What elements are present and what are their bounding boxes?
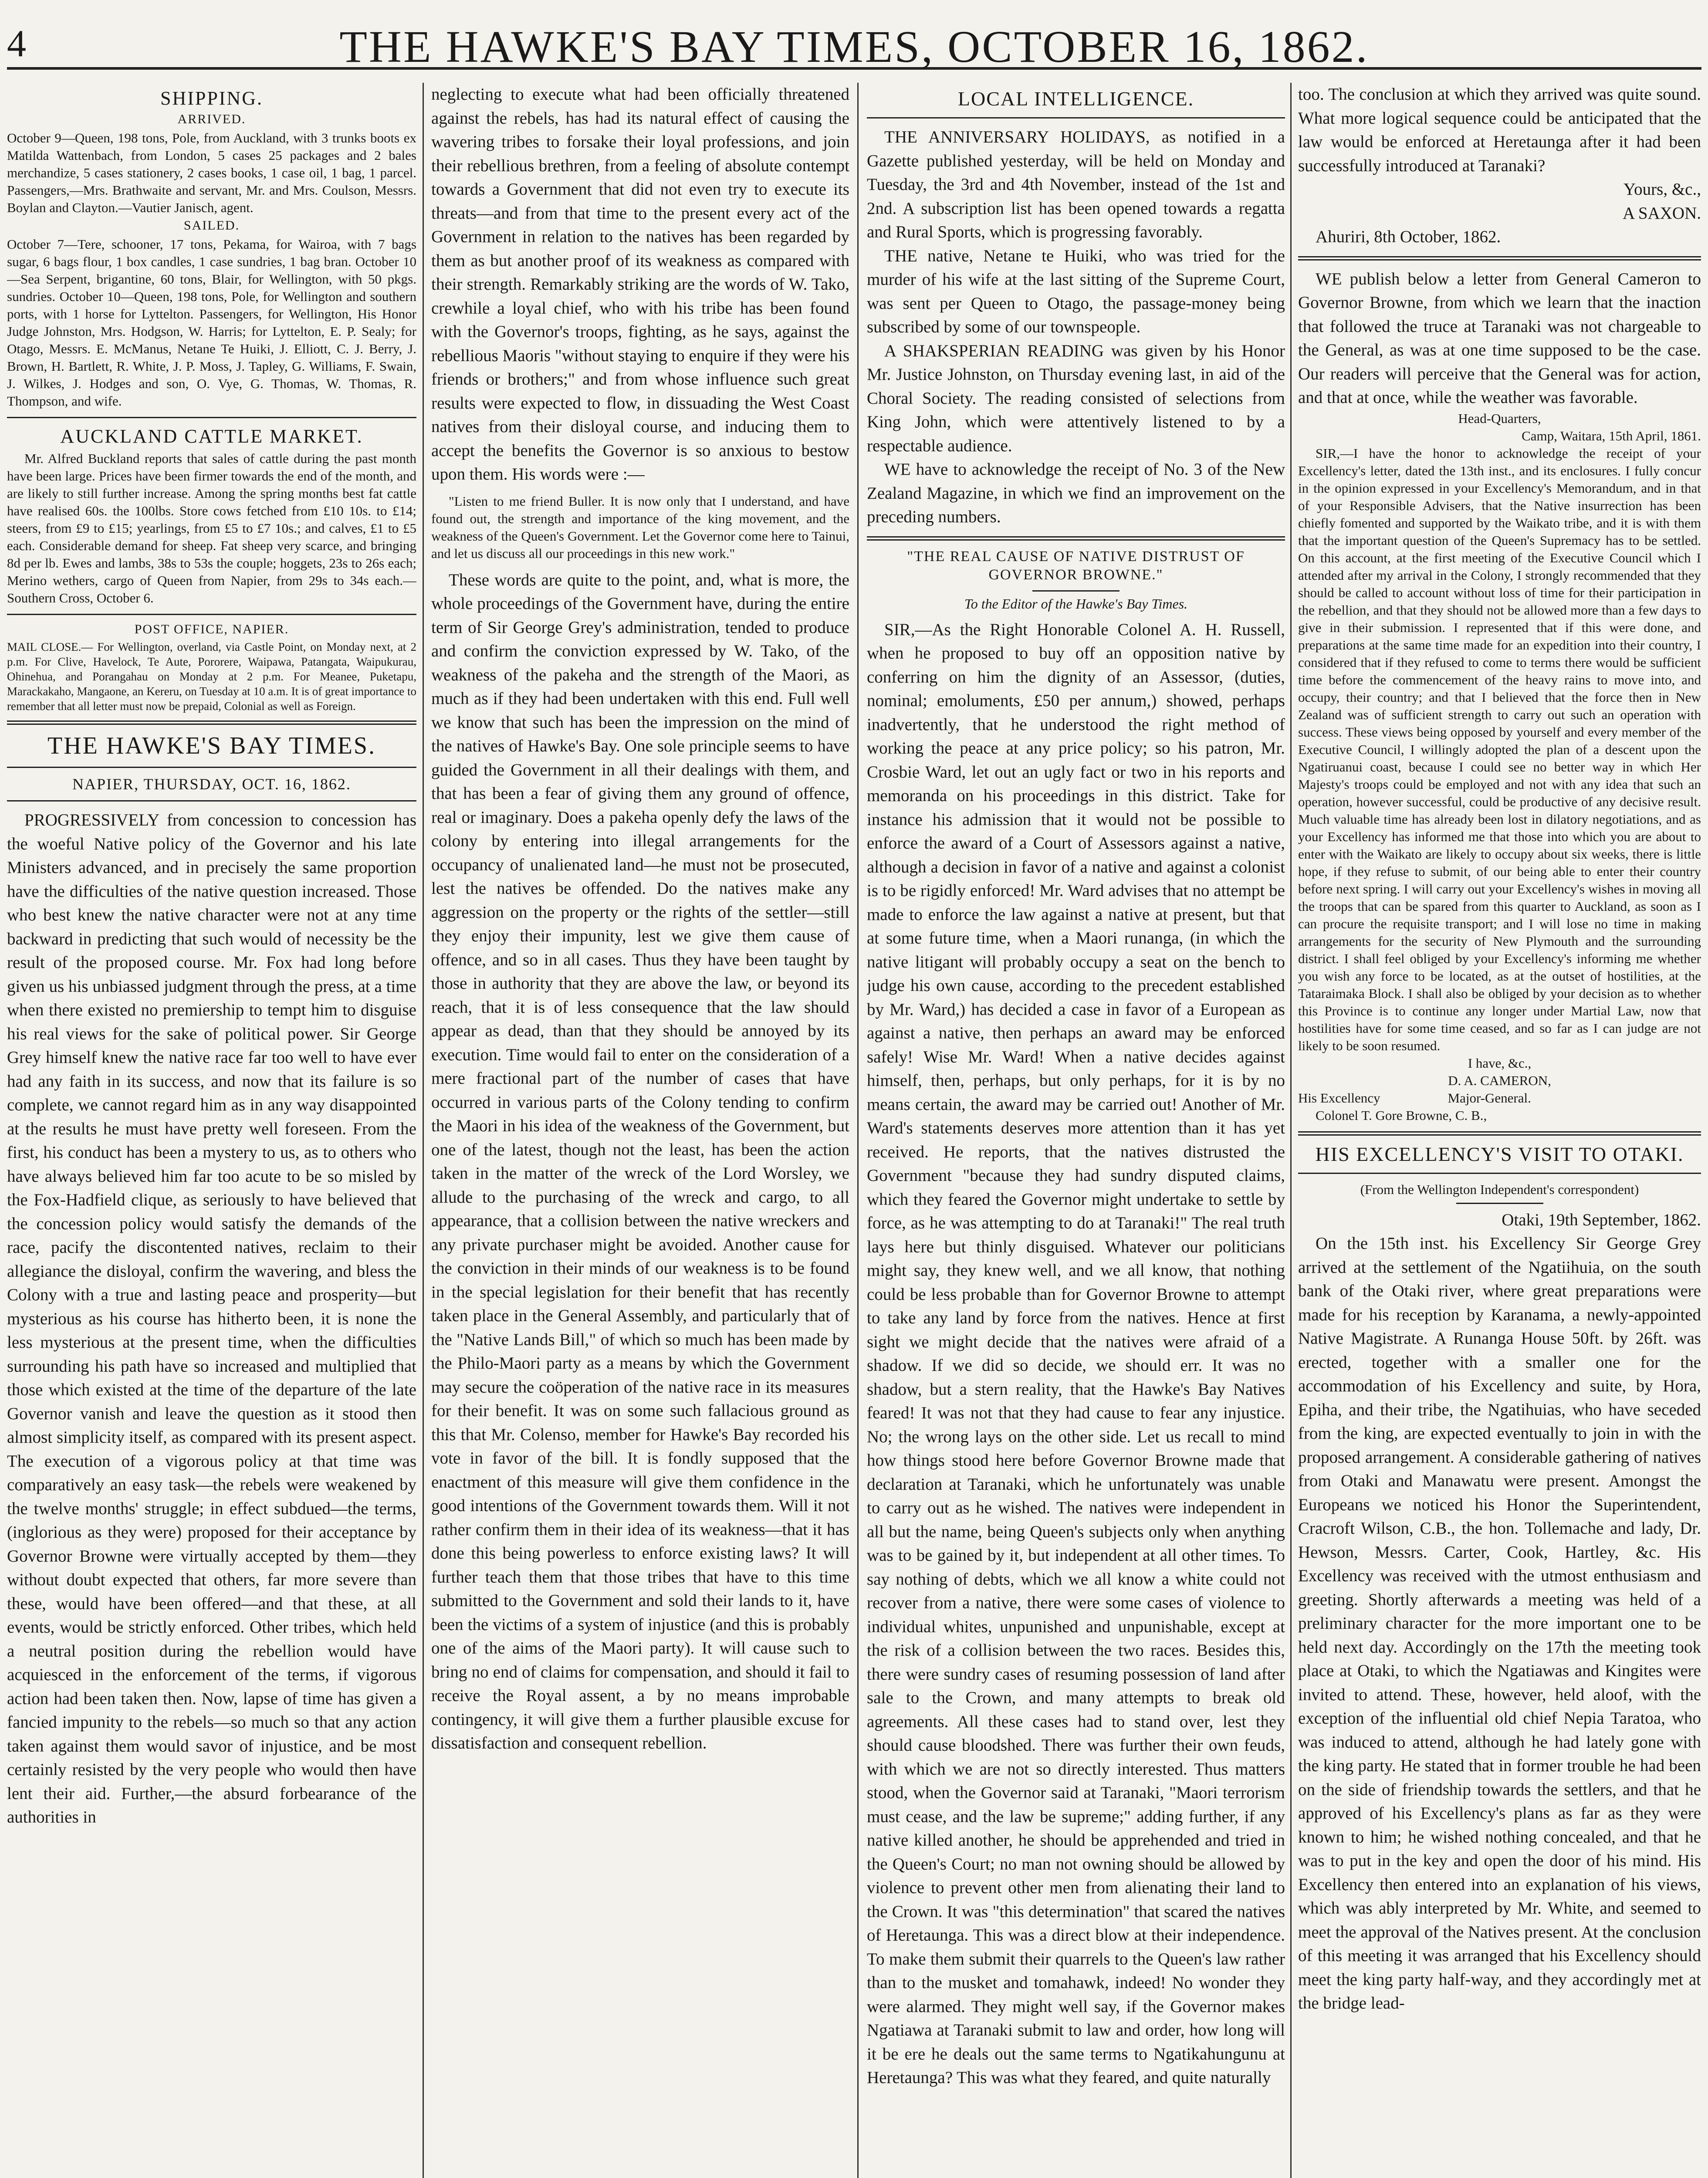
cameron-intro: WE publish below a letter from General Cameron to Governor Browne, from which we learn that the inaction that followed the truce at Taranaki was not chargeable to the General, as was at one time supposed to be the case. Our readers will perceive that the General was for action, and that at once, while the weather was favorable. (1298, 269, 1701, 407)
divider (7, 417, 416, 418)
divider (7, 800, 416, 802)
visit-date: Otaki, 19th September, 1862. (1502, 1210, 1701, 1229)
paper-banner: THE HAWKE'S BAY TIMES. (47, 732, 376, 759)
masthead (7, 9, 1701, 70)
local-item: A SHAKSPERIAN READING was given by his Honor Mr. Justice Johnston, on Thursday evening last, in aid of the Choral Society. The reading consisted of selections from King John, which were attentively listened to by a respectable audience. (867, 341, 1285, 455)
local-item: THE native, Netane te Huiki, who was tried for the murder of his wife at the last sitting of the Supreme Court, was sent per Queen to Otago, the passage-money being subscribed by some of our townspeople. (867, 246, 1285, 336)
arrived-text: October 9—Queen, 198 tons, Pole, from Auckland, with 3 trunks boots ex Matilda Wattenbach, from London, 5 cases 25 packages and 2 bales merchandize, 5 cases stationery, 2 cases books, 1 case oil, 1 bag, 1 parcel. Passengers,—Mrs. Brathwaite and servant, Mr. and Mrs. Coulson, Messrs. Boylan and Clayton.—Vautier Janisch, agent. (7, 130, 416, 215)
tako-quote: "Listen to me friend Buller. It is now only that I understand, and have found out, the strength and importance of the king movement, and the weakness of the Queen's Government. Let the Governor come here to Tainui, and let us discuss all our proceedings in this new work." (431, 493, 849, 561)
short-rule (1456, 1203, 1543, 1204)
letter-place-date: Ahuriri, 8th October, 1862. (1316, 227, 1501, 246)
paper-title: THE HAWKE'S BAY TIMES, OCTOBER 16, 1862. (339, 22, 1369, 72)
visit-source: (From the Wellington Independent's correspondent) (1360, 1181, 1639, 1197)
post-office-heading: POST OFFICE, NAPIER. (134, 622, 289, 636)
divider (7, 614, 416, 615)
letter-continued: too. The conclusion at which they arrived was quite sound. What more logical sequence could be anticipated that the law would be enforced at Heretaunga after it had been successfully introduced at Taranaki? (1298, 85, 1701, 175)
cameron-recipient-name: Colonel T. Gore Browne, C. B., (1316, 1107, 1487, 1123)
headquarters-line: Head-Quarters, (1458, 410, 1541, 426)
arrived-subheading: ARRIVED. (177, 112, 246, 126)
post-office-text: MAIL CLOSE.— For Wellington, overland, via Castle Point, on Monday next, at 2 p.m. For Clive, Havelock, Te Aute, Pororere, Waipawa, Patangata, Waipukurau, Ohinehua, and Porangahau on Monday at 2 p.m. For Meanee, Puketapu, Marackakaho, Mangaone, an Kereru, on Tuesday at 10 a.m. It is of great importance to remember that all letter must now be prepaid, Colonial as well as Foreign. (7, 640, 416, 713)
double-rule (1298, 1131, 1701, 1136)
letter-addressee: To the Editor of the Hawke's Bay Times. (964, 595, 1188, 612)
visit-heading: HIS EXCELLENCY'S VISIT TO OTAKI. (1315, 1143, 1684, 1165)
letter-text: SIR,—As the Right Honorable Colonel A. H. Russell, when he proposed to buy off an opposition native by conferring on him the dignity of an Assessor, (duties, nominal; emoluments, £50 per annum,) showed, perhaps inadvertently, that he understood the right method of working the peace at any price policy; so his patron, Mr. Crosbie Ward, let out an ugly fact or two in his reports and memoranda on his proceedings in this district. Take for instance his admission that it would not be possible to enforce the award of a Court of Assessors against a native, although a decision in favor of a native and against a colonist is to be rigidly enforced! Mr. Ward advises that no attempt be made to enforce the law against a native at present, but that at some future time, when a Maori runanga, (in which the native litigant will probably occupy a seat on the bench to judge his own cause, according to the precedent established by Mr. Ward,) has decided a case in favor of a European as against a native, then perhaps an award may be enforced safely! Wise Mr. Ward! When a native decides against himself, then, perhaps, but only perhaps, for it is by no means certain, the award may be carried out! Another of Mr. Ward's statements deserves more attention than it has yet received. He reports, that the natives distrusted the Government "because they had sundry disputed claims, which they feared the Governor might undertake to settle by force, as he was attempting to do at Taranaki!" The real truth lays here but thinly disguised. Whatever our politicians might say, they knew well, and we all know, that nothing could be less probable than for Governor Browne to attempt to take any land by force from the natives. Hence at first sight we might decide that the natives were afraid of a shadow. If we did so decide, we should err. It was no shadow, but a stern reality, that the Hawke's Bay Natives feared! It was not that they had cause to fear any injustice. No; the wrong lays on the other side. Let us recall to mind how things stood here before Governor Browne made that declaration at Taranaki, which he unfortunately was unable to carry out as he wished. The natives were independent in all but the name, being Queen's subjects only when anything was to be gained by it, but independent at all other times. To say nothing of debts, which we all know a white could not recover from a native, there were some cases of violence to individual whites, unpunished and unpunishable, except at the risk of a collision between the two races. Besides this, there were sundry cases of resuming possession of land after sale to the Crown, and many attempts to break old agreements. All these cases had to stand over, lest they should cause bloodshed. There was further their own feuds, with which we are not so directly interested. Thus matters stood, when the Governor said at Taranaki, "Maori terrorism must cease, and the law be supreme;" adding further, if any native killed another, he should be apprehended and tried in the Queen's Court; no man not owning should be allowed by violence to prevent other men from alienating their land to the Crown. It was "this determination" that scared the natives of Heretaunga. This was a direct blow at their independence. To make them submit their quarrels to the Queen's law rather than to the musket and tomahawk, indeed! No wonder they were alarmed. They might well say, if the Governor makes Ngatiawa at Taranaki submit to law and order, how long will it be ere he deals out the same terms to Ngatikahungunu at Heretaunga? This was what they feared, and quite naturally (867, 620, 1285, 2087)
cattle-market-text: Mr. Alfred Buckland reports that sales of cattle during the past month have been large. Prices have been firmer towards the end of the month, and are likely to still further increase. Among the spring months best fat cattle have realised 60s. the 100lbs. Store cows fetched from £10 10s. to £14; steers, from £9 to £15; yearlings, from £5 to £7 10s.; and calves, £1 to £5 each. Considerable demand for sheep. Fat sheep very scarce, and bringing 8d per lb. Ewes and lambs, 38s to 53s the couple; hoggets, 23s to 26s each; Merino wethers, cargo of Queen from Napier, from 29s to 34s each.—Southern Cross, October 6. (7, 451, 416, 605)
local-intelligence-heading: LOCAL INTELLIGENCE. (957, 88, 1194, 110)
dateline: NAPIER, THURSDAY, OCT. 16, 1862. (72, 775, 351, 793)
column-1 (7, 83, 416, 2178)
cameron-recipient: His Excellency Major-General. (1298, 1090, 1531, 1106)
column-4 (1298, 83, 1701, 2178)
sailed-text: October 7—Tere, schooner, 17 tons, Pekama, for Wairoa, with 7 bags sugar, 6 bags flour, 1 box candles, 1 case sundries, 1 bag bran. October 10—Sea Serpent, brigantine, 60 tons, Blair, for Wellington, with 50 pkgs. sundries. October 10—Queen, 198 tons, Pole, for Wellington and southern ports, with 1 horse for Lyttelton. Passengers, for Wellington, His Honor Judge Johnston, Mrs. Hodgson, W. Harris; for Lyttelton, E. P. Sealy; for Otago, Messrs. E. McManus, Netane Te Huiki, J. Elliott, C. J. Berry, J. Brown, H. Bartlett, R. White, J. P. Moss, J. Tapley, G. Williams, F. Swain, J. Wilkes, J. Hodges and son, O. Vye, G. Thomas, W. Thomas, R. Thompson, and wife. (7, 237, 416, 409)
column-2 (431, 83, 849, 2178)
camp-line: Camp, Waitara, 15th April, 1861. (1522, 428, 1701, 443)
visit-text: On the 15th inst. his Excellency Sir George Grey arrived at the settlement of the Ngatiihuia, on the south bank of the Otaki river, where great preparations were made for his reception by Karanama, a newly-appointed Native Magistrate. A Runanga House 50ft. by 26ft. was erected, together with a smaller one for the accommodation of his Excellency and suite, by Hora, Epiha, and their tribe, the Ngatihuias, who have seceded from the king, are expected eventually to join in with the proposed arrangement. A considerable gathering of natives from Otaki and Manawatu were present. Amongst the Europeans we noticed his Honor the Superintendent, Cracroft Wilson, C.B., the hon. Tollemache and lady, Dr. Hewson, Messrs. Carter, Cook, Hartley, &c. His Excellency was received with the utmost enthusiasm and greeting. Shortly afterwards a meeting was held of a preliminary character for the more important one to be held next day. Accordingly on the 17th the meeting took place at Otaki, to which the Ngatiawas and Kingites were invited to attend. These, however, held aloof, with the exception of the influential old chief Nepia Taratoa, who was induced to attend, although he had lately gone with the king party. He stated that in former trouble he had been on the side of friendship towards the settlers, and that he approved of his Excellency's plans as far as they were known to him; he wished nothing concealed, and that he was to put in the key and open the door of his mind. His Excellency then entered into an explanation of his views, which was ably interpreted by Mr. White, and seemed to meet the approval of the Natives present. At the conclusion of this meeting it was arranged that his Excellency should meet the king party half-way, and they accordingly met at the bridge lead- (1298, 1234, 1701, 2012)
letter-signature: A SAXON. (1623, 203, 1701, 223)
cameron-signature: D. A. CAMERON, (1448, 1072, 1551, 1088)
cameron-close: I have, &c., (1468, 1055, 1532, 1071)
editorial-continued-2: These words are quite to the point, and, what is more, the whole proceedings of the Government have, during the entire term of Sir George Grey's administration, tended to produce and confirm the conviction expressed by W. Tako, of the weakness of the pakeha and the strength of the Maori, as much as if they had been undertaken with this end. Full well we know that such has been the impression on the mind of the natives of Hawke's Bay. One sole principle seems to have guided the Government in all their dealings with them, and that has been a fear of giving them any ground of offence, real or imaginary. Does a pakeha openly defy the laws of the colony by entering into illegal arrangements for the occupancy of unalienated land—he must not be prosecuted, lest the natives be offended. Do the natives make any aggression on the property or the rights of the settler—still they enjoy their impunity, lest we give them cause of offence, and so in all cases. Thus they have been taught by those in authority that they are above the law, or beyond its reach, that it is of less consequence that the law should appear as dead, than that they should be annoyed by its execution. Time would fail to enter on the consideration of a mere fractional part of the number of cases that have occurred in various parts of the Colony tending to confirm the Maori in his idea of the weakness of the Government, but one of the latest, though not the least, has been the action taken in the matter of the wreck of the Lord Worsley, we allude to the purchasing of the wreck and cargo, to all appearance, that a collision between the native wreckers and any private purchaser might be avoided. Another cause for the conviction in their minds of our weakness is to be found in the special legislation for their benefit that has recently taken place in the General Assembly, and particularly that of the "Native Lands Bill," of which so much has been made by the Philo-Maori party as a means by which the Government may secure the coöperation of the native race in its measures for their benefit. It was on some such fallacious ground as this that Mr. Colenso, member for Hawke's Bay recorded his vote in favor of the bill. It is fondly supposed that the enactment of this measure will give them confidence in the good intentions of the Government towards them. Will it not rather confirm them in their idea of its weakness—that it has done this being powerless to enforce existing laws? It will further teach them that those tribes that have to this time submitted to the Government and sold their lands to it, have been the victims of a system of injustice (and this is probably one of the aims of the Maori party). It will cause such to bring no end of claims for compensation, and should it fail to receive the Royal assent, a by no means improbable contingency, it will give them a further plausible excuse for dissatisfaction and consequent rebellion. (431, 570, 849, 1752)
double-rule (867, 536, 1285, 541)
editorial-text: PROGRESSIVELY from concession to concession has the woeful Native policy of the Governor and his late Ministers advanced, and in precisely the same proportion have the difficulties of the native question increased. Those who best knew the native character were not at any time backward in predicting that such would of necessity be the result of the proposed course. Mr. Fox had long before given us his unbiassed judgment through the press, at a time when there existed no premiership to tempt him to disguise his real views for the sake of political power. Sir George Grey himself knew the native race far too well to have ever had any faith in its success, and now that its failure is so complete, we cannot regard him as in any way disappointed at the results he must have pretty well foreseen. From the first, his conduct has been a mystery to us, as to others who have always believed him far too acute to be so misled by the Fox-Hadfield clique, as seriously to have believed that the concession policy would satisfy the demands of the race, pacify the discontented natives, reclaim to their allegiance the disloyal, confirm the wavering, and bless the Colony with a true and lasting peace and prosperity—but mysterious as his course has hitherto been, it is none the less mysterious at the present time, when the difficulties surrounding his path have so increased and multiplied that those which existed at the time of the departure of the late Governor vanish and leave the question as it stood then almost simplicity itself, as compared with its present aspect. The execution of a vigorous policy at that time was comparatively an easy task—the rebels were weakened by the twelve months' struggle; in effect subdued—the terms, (inglorious as they were) proposed for their acceptance by Governor Browne were virtually accepted by them—they without doubt expected that others, far more severe than these, would have been offered—and that these, at all events, would be strictly enforced. Other tribes, which held a neutral position during the rebellion would have acquiesced in the enforcement of the terms, if vigorous action had been taken then. Now, lapse of time has given a fancied impunity to the rebels—so much so that any action taken against them would savor of injustice, and be most certainly resisted by the very people who would then have lent their aid. Further,—the absurd forbearance of the authorities in (7, 811, 416, 1826)
column-divider (1290, 83, 1292, 2178)
letter-signoff: Yours, &c., (1623, 180, 1701, 199)
short-rule (1032, 590, 1120, 592)
editorial-continued: neglecting to execute what had been officially threatened against the rebels, has had its natural effect of causing the wavering tribes to forsake their loyal professions, and join their rebellious brethren, from a feeling of absolute contempt towards a Government that did not even try to execute its threats—and from that time to the present every act of the Government in relation to the natives has been regarded by them as but another proof of its weakness as compared with their strength. Remarkably striking are the words of W. Tako, crewhile a loyal chief, who with his tribe has been found with the Governor's troops, fighting, as he says, against the rebellious Maoris "without staying to enquire if they were his friends or brothers;" and from whose influence such great results were expected to flow, in dissuading the West Coast natives from their disloyal course, and inducing them to accept the benefits the Governor is so anxious to bestow upon them. His words were :— (431, 85, 849, 484)
cattle-market-heading: AUCKLAND CATTLE MARKET. (60, 426, 363, 447)
divider (867, 117, 1285, 118)
page-number: 4 (7, 23, 26, 65)
column-3 (867, 83, 1285, 2178)
double-rule (7, 720, 416, 725)
sailed-subheading: SAILED. (183, 218, 240, 233)
column-divider (423, 83, 424, 2178)
divider (1298, 1173, 1701, 1174)
local-item: WE have to acknowledge the receipt of No. 3 of the New Zealand Magazine, in which we find an improvement on the preceding numbers. (867, 460, 1285, 526)
shipping-heading: SHIPPING. (160, 88, 264, 109)
letter-heading: "THE REAL CAUSE OF NATIVE DISTRUST OF GOVERNOR BROWNE." (907, 548, 1245, 583)
double-rule (1298, 256, 1701, 260)
cameron-letter: SIR,—I have the honor to acknowledge the receipt of your Excellency's letter, dated the 13th inst., and its enclosures. I fully concur in the opinion expressed in your Excellency's Memorandum, and in that of your Responsible Advisers, that the Native insurrection has been chiefly fomented and supported by the Waikato tribe, and it is with them that the important question of the Queen's Supremacy has to be settled. On this account, at the first meeting of the Executive Council which I attended after my arrival in the Colony, I strongly recommended that they should be called to account without loss of time for their participation in the rebellion, and that they should not be allowed more than a few days to give in their submission. I represented that if this were done, and preparations at the same time made for an expedition into their country, I considered that if they refused to come to terms there would be sufficient time before the commencement of the heavy rains to move into, and occupy, their country; and that I believed that the force then in New Zealand was of sufficient strength to carry out such an operation with success. These views being opposed by yourself and every member of the Executive Council, I willingly adopted the plan of a descent upon the Ngatiruanui coast, because I could see no better way in which Her Majesty's troops could be employed and not with any idea that such an operation, however successful, could be productive of any decisive result. Much valuable time has already been lost in dilatory negotiations, and as your Excellency has informed me that those into which you are about to enter with the Waikato are likely to occupy about six weeks, there is little hope, if they refuse to submit, of our being able to enter their country before next spring. I will carry out your Excellency's wishes in moving all the troops that can be spared from this quarter to Auckland, as soon as I can procure the requisite transport; and I will lose no time in making arrangements for the security of New Plymouth and the surrounding district. I shall feel obliged by your Excellency's informing me whether you wish any force to be located, as at the outset of hostilities, at the Tataraimaka Block. I shall also be obliged by your decision as to whether this Province is to continue any longer under Martial Law, now that hostilities have for some time ceased, and so far as I can judge are not likely to be soon resumed. (1298, 445, 1701, 1053)
divider (7, 767, 416, 768)
local-item: THE ANNIVERSARY HOLIDAYS, as notified in a Gazette published yesterday, will be held on Monday and Tuesday, the 3rd and 4th November, instead of the 1st and 2nd. A subscription list has been opened towards a regatta and Rural Sports, which is progressing favorably. (867, 128, 1285, 241)
column-divider (857, 83, 859, 2178)
